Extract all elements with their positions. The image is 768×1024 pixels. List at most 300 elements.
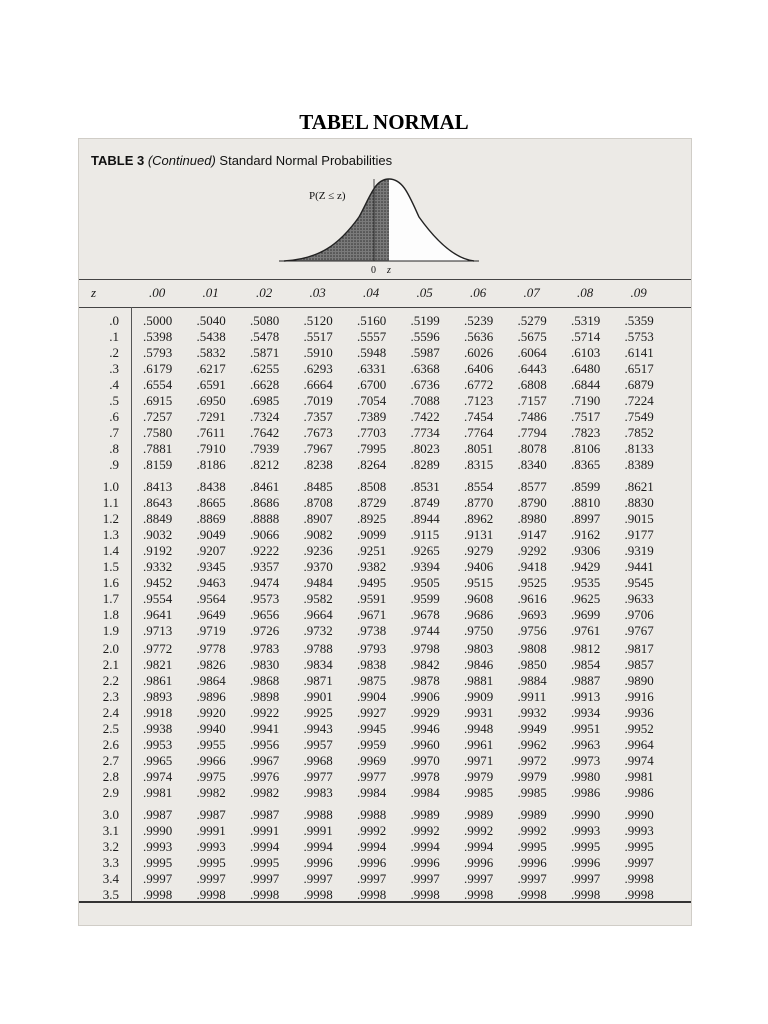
- probability-cell: .9887: [571, 673, 601, 688]
- probability-cell: .5753: [624, 329, 654, 344]
- probability-cell: .9798: [410, 641, 440, 656]
- row-z-value: .4: [109, 377, 119, 392]
- probability-cell: .8708: [303, 495, 333, 510]
- row-z-value: 2.6: [102, 737, 119, 752]
- probability-cell: .6103: [571, 345, 601, 360]
- probability-cell: .8389: [624, 457, 654, 472]
- row-z-value: 2.5: [102, 721, 119, 736]
- probability-cell: .9997: [250, 871, 280, 886]
- probability-cell: .8023: [410, 441, 440, 456]
- probability-cell: .9913: [571, 689, 601, 704]
- probability-cell: .5398: [143, 329, 173, 344]
- probability-cell: .9719: [196, 623, 226, 638]
- probability-cell: .9641: [143, 607, 173, 622]
- probability-cell: .6628: [250, 377, 280, 392]
- row-z-value: 1.9: [102, 623, 119, 638]
- table-row: [79, 361, 691, 375]
- probability-cell: .9931: [464, 705, 494, 720]
- probability-cell: .5319: [571, 313, 601, 328]
- probability-cell: .9955: [196, 737, 226, 752]
- probability-cell: .9896: [196, 689, 226, 704]
- unshaded-area: [389, 179, 474, 261]
- probability-cell: .9713: [143, 623, 173, 638]
- table-row: [79, 657, 691, 671]
- probability-cell: .8133: [624, 441, 654, 456]
- probability-cell: .9957: [303, 737, 333, 752]
- probability-cell: .7549: [624, 409, 654, 424]
- table-row: [79, 313, 691, 327]
- probability-cell: .8438: [196, 479, 226, 494]
- row-z-value: 1.6: [102, 575, 119, 590]
- probability-cell: .9147: [517, 527, 547, 542]
- probability-cell: .7764: [464, 425, 494, 440]
- probability-cell: .8849: [143, 511, 173, 526]
- probability-cell: .9319: [624, 543, 654, 558]
- probability-cell: .9997: [624, 855, 654, 870]
- probability-cell: .9099: [357, 527, 387, 542]
- probability-cell: .9987: [250, 807, 280, 822]
- probability-cell: .9983: [303, 785, 333, 800]
- probability-cell: .9925: [303, 705, 333, 720]
- probability-cell: .6517: [624, 361, 654, 376]
- probability-cell: .9834: [303, 657, 333, 672]
- probability-cell: .9890: [624, 673, 654, 688]
- row-z-value: 3.4: [102, 871, 119, 886]
- probability-cell: .9236: [303, 543, 333, 558]
- probability-cell: .5478: [250, 329, 280, 344]
- probability-cell: .8315: [464, 457, 494, 472]
- table-row: [79, 377, 691, 391]
- probability-cell: .9265: [410, 543, 440, 558]
- probability-cell: .7422: [410, 409, 440, 424]
- probability-cell: .9981: [624, 769, 654, 784]
- probability-cell: .9993: [571, 823, 601, 838]
- probability-cell: .9898: [250, 689, 280, 704]
- probability-cell: .9987: [143, 807, 173, 822]
- probability-cell: .9996: [357, 855, 387, 870]
- table-row: [79, 409, 691, 423]
- probability-cell: .8106: [571, 441, 601, 456]
- probability-cell: .9332: [143, 559, 173, 574]
- probability-cell: .9998: [410, 887, 440, 902]
- probability-cell: .9656: [250, 607, 280, 622]
- probability-cell: .9995: [517, 839, 547, 854]
- table-row: [79, 887, 691, 901]
- table-row: [79, 721, 691, 735]
- probability-cell: .9279: [464, 543, 494, 558]
- probability-cell: .9971: [464, 753, 494, 768]
- probability-cell: .9993: [196, 839, 226, 854]
- table-row: [79, 575, 691, 589]
- row-z-value: .8: [109, 441, 119, 456]
- probability-cell: .9972: [517, 753, 547, 768]
- probability-cell: .8078: [517, 441, 547, 456]
- probability-cell: .9945: [357, 721, 387, 736]
- probability-cell: .5120: [303, 313, 333, 328]
- probability-cell: .9993: [624, 823, 654, 838]
- probability-cell: .9854: [571, 657, 601, 672]
- probability-cell: .8485: [303, 479, 333, 494]
- probability-cell: .5675: [517, 329, 547, 344]
- probability-cell: .9994: [250, 839, 280, 854]
- probability-cell: .9920: [196, 705, 226, 720]
- probability-cell: .9306: [571, 543, 601, 558]
- probability-cell: .9756: [517, 623, 547, 638]
- probability-cell: .9192: [143, 543, 173, 558]
- column-header: .02: [256, 285, 273, 300]
- probability-cell: .9980: [571, 769, 601, 784]
- probability-cell: .6331: [357, 361, 387, 376]
- probability-cell: .6293: [303, 361, 333, 376]
- probability-cell: .9909: [464, 689, 494, 704]
- probability-cell: .6406: [464, 361, 494, 376]
- probability-cell: .7088: [410, 393, 440, 408]
- table-number: TABLE 3: [91, 153, 145, 168]
- probability-cell: .9998: [143, 887, 173, 902]
- probability-cell: .9864: [196, 673, 226, 688]
- row-z-value: 2.8: [102, 769, 119, 784]
- probability-cell: .9357: [250, 559, 280, 574]
- probability-cell: .5199: [410, 313, 440, 328]
- probability-cell: .9984: [410, 785, 440, 800]
- probability-cell: .6443: [517, 361, 547, 376]
- probability-cell: .9878: [410, 673, 440, 688]
- probability-cell: .9082: [303, 527, 333, 542]
- probability-cell: .9998: [196, 887, 226, 902]
- probability-cell: .9916: [624, 689, 654, 704]
- probability-cell: .9463: [196, 575, 226, 590]
- row-z-value: .2: [109, 345, 119, 360]
- probability-cell: .9998: [250, 887, 280, 902]
- probability-cell: .9838: [357, 657, 387, 672]
- probability-cell: .6808: [517, 377, 547, 392]
- table-row: [79, 511, 691, 525]
- probability-cell: .9633: [624, 591, 654, 606]
- table-row: [79, 591, 691, 605]
- row-z-value: .6: [109, 409, 119, 424]
- table-row: [79, 823, 691, 837]
- probability-cell: .5040: [196, 313, 226, 328]
- probability-cell: .9979: [517, 769, 547, 784]
- probability-cell: .7939: [250, 441, 280, 456]
- column-header: .03: [309, 285, 326, 300]
- probability-cell: .9452: [143, 575, 173, 590]
- table-row: [79, 479, 691, 493]
- probability-cell: .9998: [624, 887, 654, 902]
- probability-cell: .8186: [196, 457, 226, 472]
- row-z-value: 2.2: [102, 673, 119, 688]
- probability-cell: .6915: [143, 393, 173, 408]
- probability-cell: .9904: [357, 689, 387, 704]
- probability-cell: .9706: [624, 607, 654, 622]
- table-row: [79, 345, 691, 359]
- probability-cell: .9664: [303, 607, 333, 622]
- row-z-value: 3.0: [102, 807, 119, 822]
- row-z-value: .7: [109, 425, 119, 440]
- probability-cell: .9953: [143, 737, 173, 752]
- probability-cell: .9996: [410, 855, 440, 870]
- probability-cell: .9251: [357, 543, 387, 558]
- axis-zero-label: 0: [371, 265, 376, 275]
- probability-cell: .9535: [571, 575, 601, 590]
- probability-cell: .8159: [143, 457, 173, 472]
- probability-cell: .9995: [624, 839, 654, 854]
- probability-cell: .7580: [143, 425, 173, 440]
- probability-cell: .7019: [303, 393, 333, 408]
- probability-cell: .7291: [196, 409, 226, 424]
- probability-cell: .7995: [357, 441, 387, 456]
- probability-cell: .7823: [571, 425, 601, 440]
- probability-cell: .9292: [517, 543, 547, 558]
- probability-cell: .9990: [571, 807, 601, 822]
- probability-cell: .5239: [464, 313, 494, 328]
- probability-cell: .6368: [410, 361, 440, 376]
- page-title: TABEL NORMAL: [299, 110, 469, 134]
- probability-cell: .9744: [410, 623, 440, 638]
- probability-cell: .8830: [624, 495, 654, 510]
- probability-cell: .9982: [196, 785, 226, 800]
- probability-cell: .7967: [303, 441, 333, 456]
- caption-text: Standard Normal Probabilities: [219, 153, 393, 168]
- probability-cell: .9625: [571, 591, 601, 606]
- probability-cell: .9649: [196, 607, 226, 622]
- probability-cell: .9922: [250, 705, 280, 720]
- probability-cell: .9474: [250, 575, 280, 590]
- probability-cell: .9997: [410, 871, 440, 886]
- row-z-value: 1.5: [102, 559, 119, 574]
- probability-cell: .9738: [357, 623, 387, 638]
- probability-cell: .9991: [303, 823, 333, 838]
- probability-cell: .9929: [410, 705, 440, 720]
- table-row: [79, 753, 691, 767]
- probability-cell: .9990: [624, 807, 654, 822]
- probability-cell: .9961: [464, 737, 494, 752]
- probability-cell: .8365: [571, 457, 601, 472]
- probability-cell: .9938: [143, 721, 173, 736]
- probability-cell: .8997: [571, 511, 601, 526]
- table-row: [79, 839, 691, 853]
- probability-cell: .9772: [143, 641, 173, 656]
- row-z-value: 3.2: [102, 839, 119, 854]
- probability-cell: .8212: [250, 457, 280, 472]
- probability-cell: .9995: [250, 855, 280, 870]
- probability-cell: .9726: [250, 623, 280, 638]
- probability-cell: .8413: [143, 479, 173, 494]
- probability-cell: .9997: [571, 871, 601, 886]
- probability-cell: .9591: [357, 591, 387, 606]
- probability-cell: .8264: [357, 457, 387, 472]
- probability-cell: .9963: [571, 737, 601, 752]
- probability-cell: .9162: [571, 527, 601, 542]
- table-row: [79, 807, 691, 821]
- row-z-value: .3: [109, 361, 119, 376]
- probability-cell: .9989: [464, 807, 494, 822]
- probability-cell: .9505: [410, 575, 440, 590]
- probability-cell: .6480: [571, 361, 601, 376]
- probability-cell: .6985: [250, 393, 280, 408]
- probability-cell: .5000: [143, 313, 173, 328]
- probability-cell: .9406: [464, 559, 494, 574]
- probability-cell: .7224: [624, 393, 654, 408]
- table-row: [79, 705, 691, 719]
- probability-cell: .9967: [250, 753, 280, 768]
- table-row: [79, 785, 691, 799]
- probability-cell: .9131: [464, 527, 494, 542]
- probability-cell: .9573: [250, 591, 280, 606]
- probability-cell: .9997: [143, 871, 173, 886]
- probability-cell: .9985: [464, 785, 494, 800]
- row-z-value: 1.8: [102, 607, 119, 622]
- probability-cell: .9732: [303, 623, 333, 638]
- probability-cell: .9418: [517, 559, 547, 574]
- probability-cell: .9996: [464, 855, 494, 870]
- probability-cell: .9994: [464, 839, 494, 854]
- probability-cell: .9992: [410, 823, 440, 838]
- probability-cell: .9970: [410, 753, 440, 768]
- table-row: [79, 559, 691, 573]
- probability-cell: .6255: [250, 361, 280, 376]
- probability-cell: .6217: [196, 361, 226, 376]
- row-z-value: 3.3: [102, 855, 119, 870]
- probability-cell: .6736: [410, 377, 440, 392]
- column-header: .04: [363, 285, 380, 300]
- probability-cell: .9846: [464, 657, 494, 672]
- row-z-value: 2.7: [102, 753, 119, 768]
- probability-cell: .5517: [303, 329, 333, 344]
- probability-cell: .7910: [196, 441, 226, 456]
- probability-cell: .8051: [464, 441, 494, 456]
- probability-cell: .9761: [571, 623, 601, 638]
- probability-cell: .5714: [571, 329, 601, 344]
- probability-cell: .9875: [357, 673, 387, 688]
- probability-cell: .6879: [624, 377, 654, 392]
- probability-cell: .9994: [357, 839, 387, 854]
- probability-cell: .9973: [571, 753, 601, 768]
- probability-cell: .9941: [250, 721, 280, 736]
- probability-cell: .9997: [357, 871, 387, 886]
- probability-cell: .9207: [196, 543, 226, 558]
- probability-cell: .9554: [143, 591, 173, 606]
- table-row: [79, 641, 691, 655]
- probability-cell: .9992: [357, 823, 387, 838]
- probability-cell: .9545: [624, 575, 654, 590]
- probability-cell: .9998: [464, 887, 494, 902]
- column-header: .08: [577, 285, 594, 300]
- table-row: [79, 495, 691, 509]
- probability-cell: .7157: [517, 393, 547, 408]
- probability-cell: .9222: [250, 543, 280, 558]
- probability-cell: .5279: [517, 313, 547, 328]
- probability-cell: .5438: [196, 329, 226, 344]
- probability-cell: .7642: [250, 425, 280, 440]
- probability-cell: .9960: [410, 737, 440, 752]
- probability-cell: .8531: [410, 479, 440, 494]
- probability-cell: .8907: [303, 511, 333, 526]
- probability-cell: .9484: [303, 575, 333, 590]
- row-z-value: 1.0: [102, 479, 119, 494]
- probability-cell: .9767: [624, 623, 654, 638]
- column-header: .09: [630, 285, 647, 300]
- probability-cell: .6664: [303, 377, 333, 392]
- probability-cell: .9564: [196, 591, 226, 606]
- probability-cell: .9817: [624, 641, 654, 656]
- probability-cell: .9842: [410, 657, 440, 672]
- probability-cell: .8461: [250, 479, 280, 494]
- probability-cell: .5871: [250, 345, 280, 360]
- probability-cell: .6026: [464, 345, 494, 360]
- probability-cell: .6844: [571, 377, 601, 392]
- probability-cell: .9997: [517, 871, 547, 886]
- row-z-value: 1.3: [102, 527, 119, 542]
- probability-cell: .5948: [357, 345, 387, 360]
- probability-cell: .8749: [410, 495, 440, 510]
- probability-cell: .9997: [303, 871, 333, 886]
- caption-continued: (Continued): [147, 153, 216, 168]
- probability-cell: .9981: [143, 785, 173, 800]
- probability-cell: .8289: [410, 457, 440, 472]
- probability-cell: .9918: [143, 705, 173, 720]
- probability-cell: .9911: [517, 689, 547, 704]
- probability-cell: .8980: [517, 511, 547, 526]
- probability-cell: .5557: [357, 329, 387, 344]
- table-row: [79, 689, 691, 703]
- probability-cell: .9998: [357, 887, 387, 902]
- column-header: .01: [202, 285, 219, 300]
- probability-cell: .8925: [357, 511, 387, 526]
- table-row: [79, 457, 691, 471]
- probability-cell: .9901: [303, 689, 333, 704]
- row-z-value: 3.5: [102, 887, 119, 902]
- probability-cell: .8944: [410, 511, 440, 526]
- row-z-value: 1.1: [102, 495, 119, 510]
- probability-cell: .8770: [464, 495, 494, 510]
- probability-cell: .9964: [624, 737, 654, 752]
- probability-cell: .9871: [303, 673, 333, 688]
- row-z-value: .5: [109, 393, 119, 408]
- probability-cell: .8554: [464, 479, 494, 494]
- row-z-value: 1.7: [102, 591, 119, 606]
- probability-cell: .9948: [464, 721, 494, 736]
- probability-cell: .9951: [571, 721, 601, 736]
- probability-cell: .9803: [464, 641, 494, 656]
- probability-cell: .7517: [571, 409, 601, 424]
- row-z-value: 1.2: [102, 511, 119, 526]
- probability-cell: .9826: [196, 657, 226, 672]
- probability-cell: .9996: [517, 855, 547, 870]
- probability-cell: .9857: [624, 657, 654, 672]
- probability-cell: .9978: [410, 769, 440, 784]
- probability-cell: .9952: [624, 721, 654, 736]
- column-header-z: z: [91, 285, 97, 300]
- probability-cell: .5160: [357, 313, 387, 328]
- probability-cell: .9893: [143, 689, 173, 704]
- table-row: [79, 737, 691, 751]
- probability-cell: .9940: [196, 721, 226, 736]
- probability-cell: .6591: [196, 377, 226, 392]
- probability-cell: .9997: [196, 871, 226, 886]
- probability-cell: .9956: [250, 737, 280, 752]
- table-row: [79, 855, 691, 869]
- probability-cell: .9934: [571, 705, 601, 720]
- probability-cell: .9959: [357, 737, 387, 752]
- probability-cell: .9982: [250, 785, 280, 800]
- probability-cell: .9830: [250, 657, 280, 672]
- probability-cell: .8621: [624, 479, 654, 494]
- probability-cell: .6179: [143, 361, 173, 376]
- top-rule: [79, 279, 691, 280]
- probability-cell: .5080: [250, 313, 280, 328]
- probability-cell: .9881: [464, 673, 494, 688]
